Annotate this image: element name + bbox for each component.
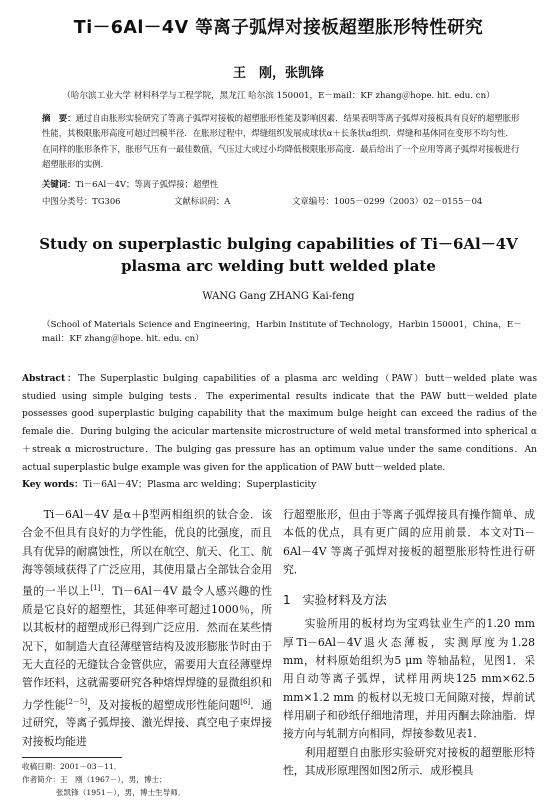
intro-text-2: ．Ti－6Al－4V 最令人感兴趣的性质是它良好的超塑性，其延伸率可超过1000％，所以其板材的超塑成形已得到广泛应用．然而在某些情况下，如制造大直径薄壁管结构及波形膨胀节时由于无大直径的无缝钛合金管供应，需要用大直径薄壁焊管作坯料，这就需要研究各种熔焊焊缝的显微组织和力学性能 xyxy=(22,584,273,712)
article-number: 文章编号：1005－0299（2003）02－0155－04 xyxy=(292,196,483,206)
intro-text-1: Ti－6Al－4V 是α＋β型两相组织的钛合金．该合金不但具有良好的力学性能，优良的比强度，而且具有优异的耐腐蚀性，所以在航空、航天、化工、航海等领域获得了广泛应用，其使用量占全部钛合金用量的一半以上 xyxy=(22,508,272,598)
intro-continuation: 行超塑胀形，但由于等离子弧焊接具有操作简单、成本低的优点，具有更广阔的应用前景．本文对Ti－6Al－4V 等离子弧焊对接板的超塑胀形特性进行研究． xyxy=(283,508,535,576)
title-english-line2: plasma arc welding butt welded plate xyxy=(121,257,436,275)
methods-paragraph-1: 实验所用的板材均为宝鸡钛业生产的1.20 mm厚Ti－6Al－4V退火态薄板，实测厚度为1.28 mm，材料原始组织为5 μm 等轴晶粒，见图1．采用自动等离子弧焊，试样用两块125 mm×62.5 mm×1.2 mm 的板材以无坡口无间隙对接，焊前试样用刷子和砂纸仔细地清理，并用丙酮去除油脂．焊接方向与轧制方向相同，焊接参数见表1． xyxy=(283,617,535,741)
authors-english: WANG Gang ZHANG Kai-feng xyxy=(202,291,355,302)
footnotes xyxy=(22,760,282,799)
section-heading-1: 1 实验材料及方法 xyxy=(283,593,387,608)
affiliation-english: （School of Materials Science and Engineering，Harbin Institute of Technology，Harbin 150001，China，E－mail：KF zhang＠hope. hit. edu. cn） xyxy=(42,320,522,344)
abstract-chinese-label: 摘 要： xyxy=(42,113,76,123)
abstract-chinese-text: 通过自由胀形实验研究了等离子弧焊对接板的超塑胀形性能及影响因素．结果表明等离子弧焊对接板具有良好的超塑胀形性能，其极限胀形高度可超过凹模半径．在胀形过程中，焊缝组织发展成球状α＋长条状α组织．焊缝和基体同在变形不均匀性．在同样的胀形条件下，胀形气压有一最佳数值，气压过大或过小均降低极限胀形高度．最后给出了一个应用等离子弧焊对接板进行超塑胀形的实例． xyxy=(42,113,520,169)
abstract-english-text: The Superplastic bulging capabilities of a plasma arc welding（PAW）butt－welded plate was studied using simple bulging tests．The experimental results indicate that the PAW butt－welded plate possesses good superplastic bulging capability that the maximum bulge height can exceed the radius of the female die．During bulging the acicular martensite microstructure of weld metal transformed into spherical α＋streak α microstructure．The bulging gas pressure has an optimum value under the same conditions．An actual superplastic bulge example was given for the application of PAW butt－welded plate． xyxy=(22,374,538,473)
abstract-chinese xyxy=(42,111,522,172)
affiliation-chinese: （哈尔滨工业大学 材料科学与工程学院，黑龙江 哈尔滨 150001，E－mail：KF zhang＠hope. hit. edu. cn） xyxy=(62,91,495,101)
intro-text-3: ，及对接板的超塑成形性能问题 xyxy=(87,698,241,712)
paper-title-chinese: Ti－6Al－4V 等离子弧焊对接板超塑胀形特性研究 xyxy=(73,18,484,38)
intro-text-4: ．通过研究，等离子弧焊接、激光焊接、真空电子束焊接对接板均能进 xyxy=(22,698,273,748)
abstract-english-label: Abstract： xyxy=(22,373,79,384)
footnote-received: 收稿日期：2001－03－11． xyxy=(22,762,122,771)
abstract-english xyxy=(22,370,537,477)
paper-title-english xyxy=(0,233,557,277)
keywords-english-text: Ti－6Al－4V；Plasma arc welding；Superplasticity xyxy=(83,480,317,490)
intro-paragraph xyxy=(22,506,272,751)
keywords-chinese xyxy=(42,178,522,190)
citation-2: [2－5] xyxy=(65,697,88,706)
class-number: 中图分类号：TG306 xyxy=(42,196,121,206)
keywords-english xyxy=(22,477,537,490)
body-left-column xyxy=(22,506,272,751)
methods-paragraph-2: 利用超塑自由胀形实验研究对接板的超塑胀形特性，其成形原理图如图2所示．成形模具 xyxy=(283,745,535,777)
footnote-author-2: 张凯锋（1951－），男，博士生导师． xyxy=(56,788,186,797)
body-right-column xyxy=(283,506,535,780)
footnote-divider xyxy=(22,757,122,758)
keywords-chinese-label: 关键词： xyxy=(42,179,76,189)
keywords-english-label: Key words： xyxy=(22,479,84,490)
document-code: 文献标识码：A xyxy=(174,196,231,206)
classification-line xyxy=(42,195,522,207)
citation-1: [1] xyxy=(90,584,101,593)
footnote-author-1: 作者简介：王 刚（1967－），男，博士； xyxy=(22,775,167,784)
keywords-chinese-text: Ti－6Al－4V；等离子弧焊接；超塑性 xyxy=(75,179,219,189)
citation-3: [6] xyxy=(240,697,251,706)
authors-chinese: 王 刚，张凯锋 xyxy=(232,66,324,81)
title-english-line1: Study on superplastic bulging capabilities of Ti－6Al－4V xyxy=(39,235,518,253)
